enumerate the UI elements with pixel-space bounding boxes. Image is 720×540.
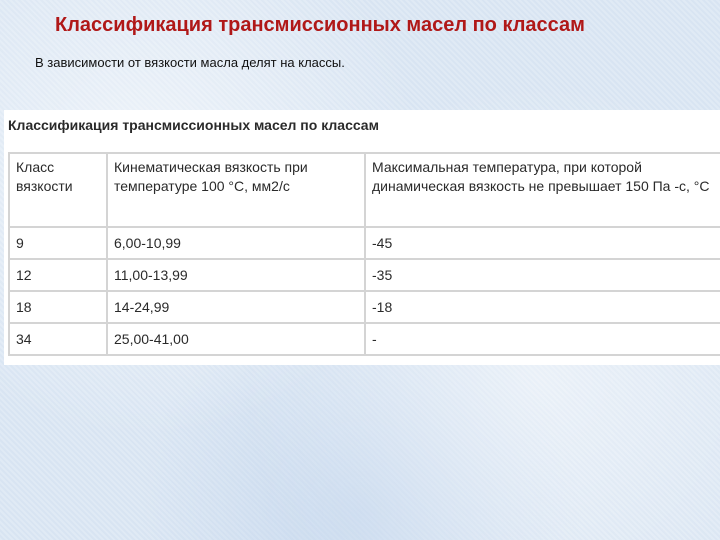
header-kinematic-viscosity: Кинематическая вязкость при температуре 100 °С, мм2/с — [107, 153, 365, 227]
cell-temperature: -35 — [365, 259, 720, 291]
cell-class: 18 — [9, 291, 107, 323]
table-row — [9, 259, 720, 291]
cell-temperature: -18 — [365, 291, 720, 323]
slide-title: Классификация трансмиссионных масел по классам — [55, 14, 585, 36]
header-viscosity-class: Класс вязкости — [9, 153, 107, 227]
table-row — [9, 323, 720, 355]
slide-subtitle: В зависимости от вязкости масла делят на классы. — [35, 55, 345, 70]
cell-class: 9 — [9, 227, 107, 259]
cell-viscosity: 25,00-41,00 — [107, 323, 365, 355]
cell-class: 12 — [9, 259, 107, 291]
cell-viscosity: 14-24,99 — [107, 291, 365, 323]
table-panel — [4, 110, 720, 365]
table-row — [9, 291, 720, 323]
cell-temperature: -45 — [365, 227, 720, 259]
cell-temperature: - — [365, 323, 720, 355]
table-row — [9, 227, 720, 259]
cell-viscosity: 11,00-13,99 — [107, 259, 365, 291]
cell-viscosity: 6,00-10,99 — [107, 227, 365, 259]
cell-class: 34 — [9, 323, 107, 355]
table-caption: Классификация трансмиссионных масел по классам — [8, 117, 379, 133]
table-header-row — [9, 153, 720, 227]
header-max-temperature: Максимальная температура, при которой динамическая вязкость не превышает 150 Па -с, °С — [365, 153, 720, 227]
viscosity-class-table — [8, 152, 720, 356]
